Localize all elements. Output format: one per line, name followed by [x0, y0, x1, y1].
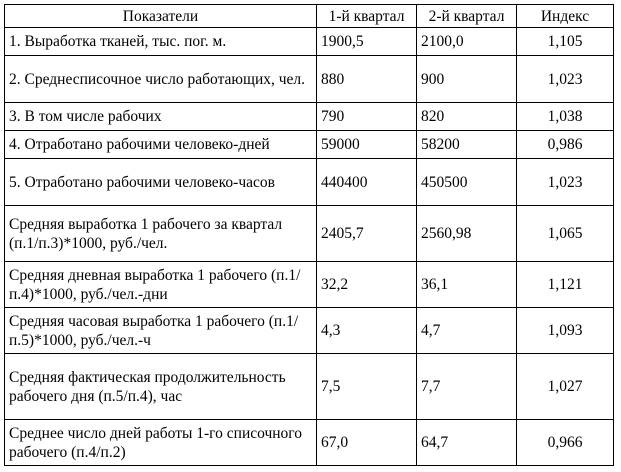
- row-q2: 58200: [417, 131, 517, 159]
- row-label: Средняя фактическая продолжительность рабочего дня (п.5/п.4), час: [5, 354, 317, 420]
- row-q1: 440400: [317, 159, 417, 206]
- row-q1: 880: [317, 56, 417, 103]
- row-label: Средняя часовая выработка 1 рабочего (п.1/п.5)*1000, руб./чел.-ч: [5, 308, 317, 354]
- row-q1: 67,0: [317, 420, 417, 466]
- table-row: [5, 420, 614, 466]
- row-q2: 2100,0: [417, 28, 517, 56]
- row-q2: 2560,98: [417, 206, 517, 262]
- row-index: 1,023: [517, 56, 614, 103]
- row-q1: 32,2: [317, 262, 417, 308]
- header-q1: 1-й квартал: [317, 5, 417, 28]
- row-label: 2. Среднесписочное число работающих, чел.: [5, 56, 317, 103]
- table-row: [5, 308, 614, 354]
- table-row: [5, 103, 614, 131]
- header-q2: 2-й квартал: [417, 5, 517, 28]
- row-label: 5. Отработано рабочими человеко-часов: [5, 159, 317, 206]
- row-q1: 59000: [317, 131, 417, 159]
- row-index: 1,105: [517, 28, 614, 56]
- row-label: Среднее число дней работы 1-го списочного рабочего (п.4/п.2): [5, 420, 317, 466]
- row-index: 1,121: [517, 262, 614, 308]
- table-row: [5, 262, 614, 308]
- row-q2: 36,1: [417, 262, 517, 308]
- row-index: 1,038: [517, 103, 614, 131]
- row-q1: 2405,7: [317, 206, 417, 262]
- row-q2: 820: [417, 103, 517, 131]
- row-q1: 4,3: [317, 308, 417, 354]
- table-row: [5, 206, 614, 262]
- header-indicators: Показатели: [5, 5, 317, 28]
- table-row: [5, 28, 614, 56]
- table-row: [5, 354, 614, 420]
- header-row: [5, 5, 614, 28]
- row-index: 0,966: [517, 420, 614, 466]
- row-q1: 790: [317, 103, 417, 131]
- row-q1: 1900,5: [317, 28, 417, 56]
- row-index: 1,093: [517, 308, 614, 354]
- indicators-table: [4, 4, 614, 466]
- row-q2: 7,7: [417, 354, 517, 420]
- row-q1: 7,5: [317, 354, 417, 420]
- table-row: [5, 131, 614, 159]
- row-q2: 900: [417, 56, 517, 103]
- row-index: 1,065: [517, 206, 614, 262]
- row-q2: 64,7: [417, 420, 517, 466]
- row-index: 0,986: [517, 131, 614, 159]
- row-label: Средняя дневная выработка 1 рабочего (п.1/п.4)*1000, руб./чел.-дни: [5, 262, 317, 308]
- header-index: Индекс: [517, 5, 614, 28]
- row-q2: 4,7: [417, 308, 517, 354]
- row-q2: 450500: [417, 159, 517, 206]
- row-index: 1,027: [517, 354, 614, 420]
- row-index: 1,023: [517, 159, 614, 206]
- row-label: Средняя выработка 1 рабочего за квартал (п.1/п.3)*1000, руб./чел.: [5, 206, 317, 262]
- table-row: [5, 159, 614, 206]
- row-label: 4. Отработано рабочими человеко-дней: [5, 131, 317, 159]
- table-row: [5, 56, 614, 103]
- row-label: 1. Выработка тканей, тыс. пог. м.: [5, 28, 317, 56]
- row-label: 3. В том числе рабочих: [5, 103, 317, 131]
